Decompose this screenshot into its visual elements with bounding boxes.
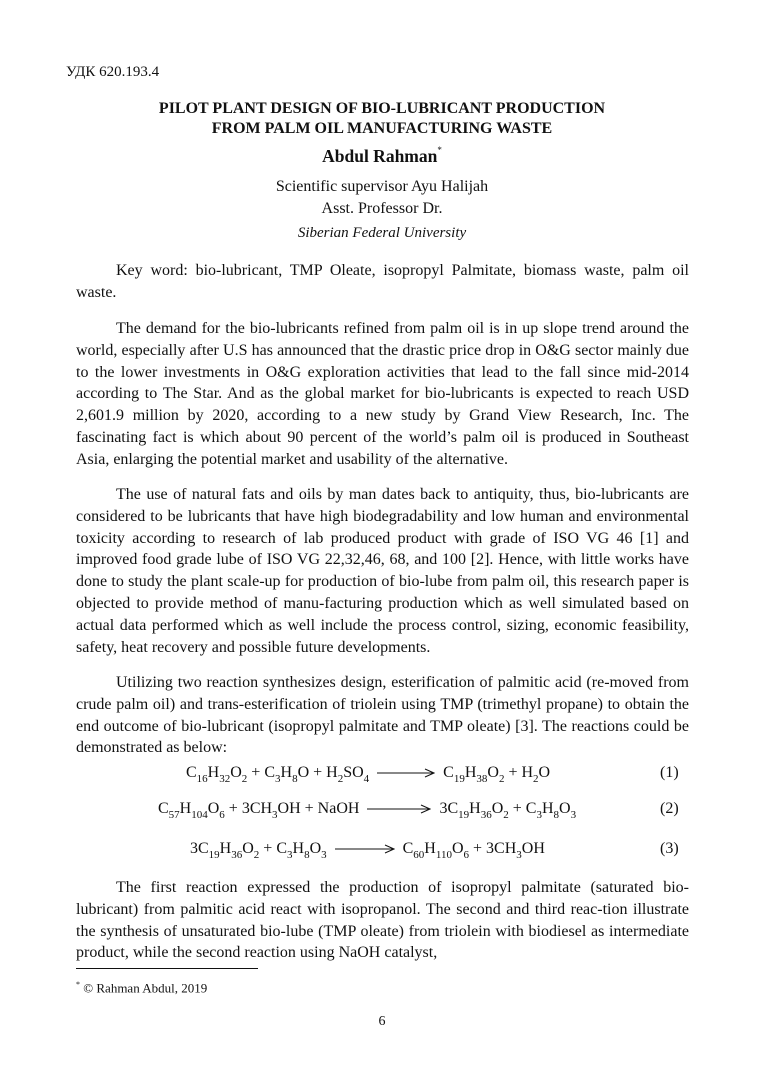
equation-3-number: (3)	[660, 840, 679, 857]
equation-3: $3C_{19}H_{36}O_2 + C_3H_8O_3$ $C_{60}H_{110}O_6 + 3CH_3OH$	[190, 840, 545, 862]
author-name	[60, 146, 704, 167]
footnote-text: © Rahman Abdul, 2019	[83, 980, 208, 996]
footnote	[76, 980, 207, 996]
paper-title-line-2: FROM PALM OIL MANUFACTURING WASTE	[211, 120, 553, 137]
udk-code: УДК 620.193.4	[66, 64, 160, 80]
paper-title-line-1: PILOT PLANT DESIGN OF BIO-LUBRICANT PRODUCTION	[158, 100, 606, 117]
reaction-arrow-icon	[335, 844, 395, 854]
equation-1-number: (1)	[660, 764, 679, 781]
supervisor-line-2: Asst. Professor Dr.	[321, 200, 443, 217]
body-paragraph-2: The use of natural fats and oils by man dates back to antiquity, thus, bio-lubricants are considered to be lubricants that have high biodegradability and low human and environmental toxicity according to research of lab produced product with grade of ISO VG 46 [1] and improved food grade lube of ISO VG 22,32,46, 68, and 100 [2]. Hence, with little works have done to study the plant scale-up for production of bio-lube from palm oil, this research paper is objected to provide method of manu-facturing production which as well simulated based on actual data performed which as well include the process control, sizing, economic feasibility, safety, heat recovery and possible future developments.	[76, 486, 689, 656]
reaction-arrow-icon	[367, 804, 431, 814]
page-number: 6	[378, 1014, 386, 1029]
body-paragraph-4: The first reaction expressed the production of isopropyl palmitate (saturated bio-lubricant) from palmitic acid react with isopropanol. The second and third reac-tion illustrate the synthesis of unsaturated bio-lube (TMP oleate) from triolein with biodiesel as intermediate product, while the second reaction using NaOH catalyst,	[76, 879, 689, 962]
equation-1: $C_{16}H_{32}O_2 + C_3H_8O + H_2SO_4$ $C_{19}H_{38}O_2 + H_2O$	[186, 764, 551, 786]
equation-2-number: (2)	[660, 800, 679, 817]
university-name: Siberian Federal University	[297, 225, 467, 241]
supervisor-line-1: Scientific supervisor Ayu Halijah	[275, 178, 489, 195]
body-paragraph-3: Utilizing two reaction synthesizes design, esterification of palmitic acid (re-moved from crude palm oil) and trans-esterification of triolein using TMP (trimethyl propane) to obtain the end outcome of bio-lubricant (isopropyl palmitate and TMP oleate) [3]. The reactions could be demonstrated as below:	[76, 674, 689, 757]
reaction-arrow-icon	[377, 768, 435, 778]
body-paragraph-1: The demand for the bio-lubricants refined from palm oil is in up slope trend around the world, especially after U.S has announced that the drastic price drop in O&G sector mainly due to the lower investments in O&G exploration activities that lead to the fall since mid-2014 according to The Star. And as the global market for bio-lubricants is expected to reach USD 2,601.9 million by 2020, according to a new study by Grand View Research, Inc. The fascinating fact is which about 90 percent of the world’s palm oil is produced in Southeast Asia, enlarging the potential market and usability of the alternative.	[76, 320, 689, 468]
author-footnote-mark: *	[437, 145, 442, 156]
equation-2: $C_{57}H_{104}O_6 + 3CH_3OH$ + NaOH $3C_{19}H_{36}O_2 + C_3H_8O_3$	[158, 800, 577, 822]
keywords-paragraph: Key word: bio-lubricant, TMP Oleate, isopropyl Palmitate, biomass waste, palm oil waste.	[76, 262, 689, 301]
footnote-mark: *	[76, 980, 80, 989]
footnote-divider	[76, 968, 258, 969]
author-name-text: Abdul Rahman	[322, 146, 438, 166]
